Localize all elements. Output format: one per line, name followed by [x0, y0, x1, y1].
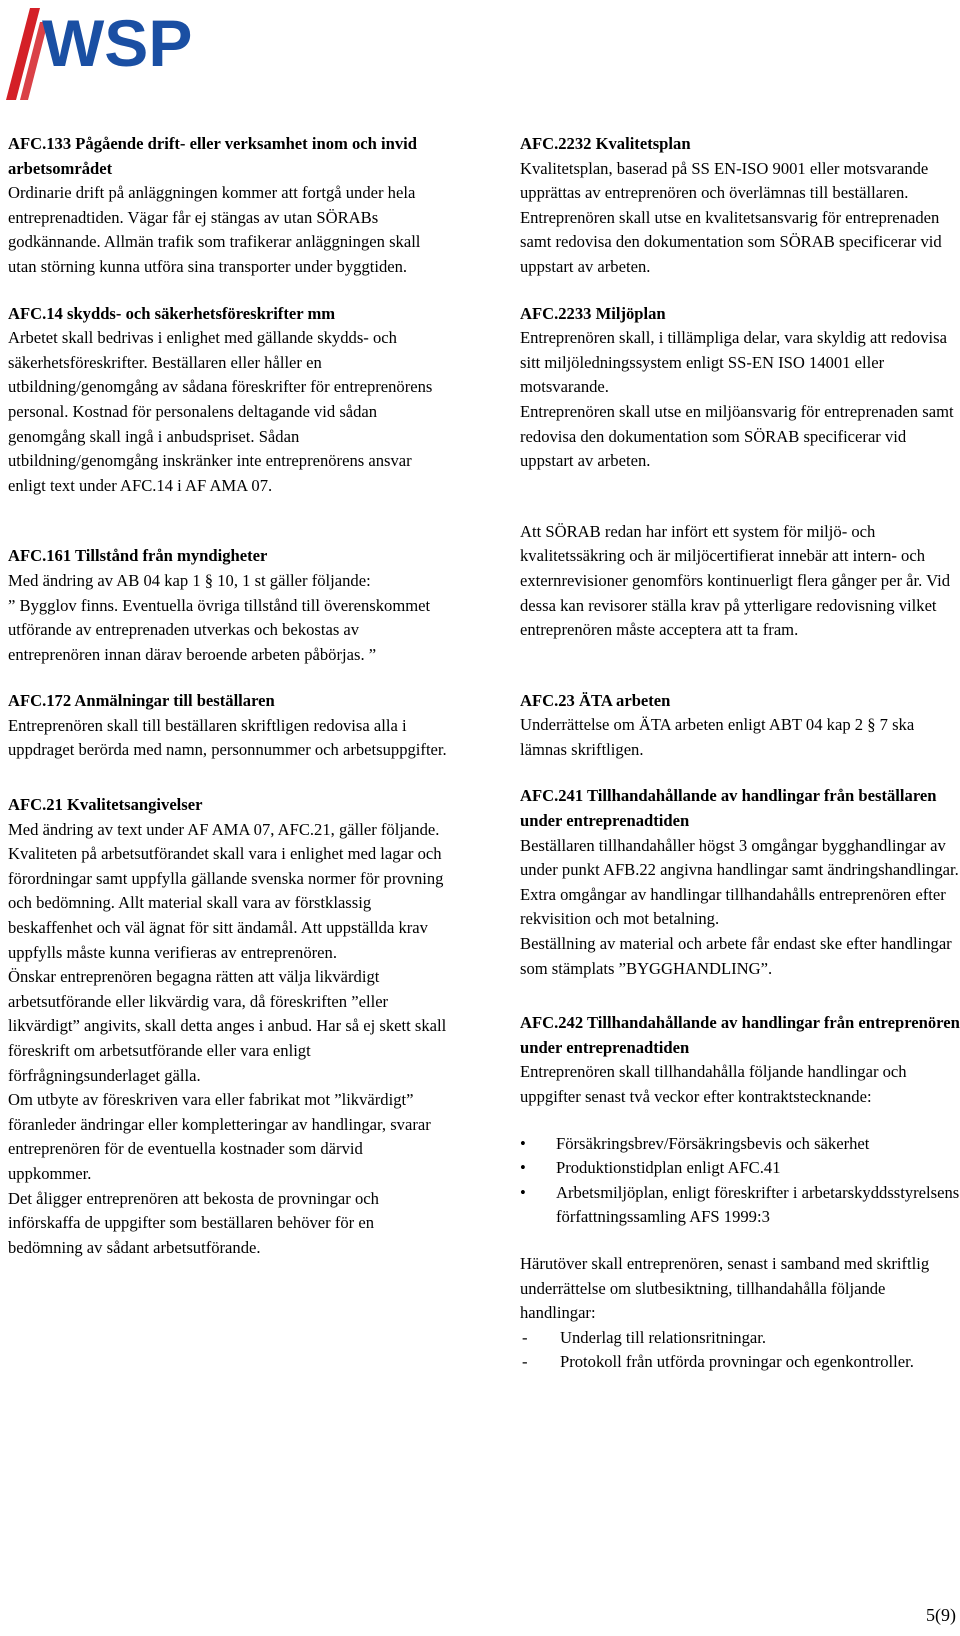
section-body: Önskar entreprenören begagna rätten att välja likvärdigt arbetsutförande eller likvärdig vara, då föreskriften ”eller likvärdigt” angivits, skall detta anges i anbud. Har så ej skett skall föreskrift om arbetsutförande eller vara enligt förfrågningsunderlaget gälla.: [8, 967, 447, 1085]
section-afc172: [8, 689, 448, 763]
right-column: [520, 132, 960, 1375]
section-body: ” Bygglov finns. Eventuella övriga tillstånd till överenskommet utförande av entreprenaden utverkas och bekostas av entreprenören innan därav beroende arbeten påbörjas. ”: [8, 595, 431, 664]
section-body: Entreprenören skall utse en kvalitetsansvarig för entreprenaden samt redovisa den dokumentation som SÖRAB specificerar vid uppstart av arbeten.: [520, 207, 942, 276]
section-afc242: [520, 1011, 960, 1375]
bullet-icon: •: [520, 1182, 526, 1202]
left-column: [8, 132, 448, 1260]
section-afc2233: [520, 302, 960, 474]
section-body: Om utbyte av föreskriven vara eller fabrikat mot ”likvärdigt” föranleder ändringar eller kompletteringar av handlingar, svarar entreprenören för de eventuella kostnader som därvid uppkommer.: [8, 1090, 431, 1183]
section-body: Kvalitetsplan, baserad på SS EN-ISO 9001 eller motsvarande upprättas av entreprenören och överlämnas till beställaren.: [520, 158, 929, 203]
section-body: Entreprenören skall till beställaren skriftligen redovisa alla i uppdraget berörda med namn, personnummer och arbetsuppgifter.: [8, 715, 447, 760]
dash-list: [520, 1326, 960, 1375]
section-body: Underrättelse om ÄTA arbeten enligt ABT 04 kap 2 § 7 ska lämnas skriftligen.: [520, 715, 915, 759]
section-title: AFC.241 Tillhandahållande av handlingar från beställaren under entreprenadtiden: [520, 786, 937, 831]
section-body: Entreprenören skall tillhandahålla följande handlingar och uppgifter senast två veckor efter kontraktstecknande:: [520, 1062, 907, 1106]
logo-text: WSP: [42, 6, 193, 80]
list-item: - Protokoll från utförda provningar och egenkontroller.: [520, 1350, 960, 1375]
page-number: 5(9): [926, 1605, 956, 1625]
section-title: AFC.242 Tillhandahållande av handlingar från entreprenören under entreprenadtiden: [520, 1013, 960, 1057]
bullet-icon: •: [520, 1158, 526, 1178]
section-title: AFC.2232 Kvalitetsplan: [520, 134, 691, 153]
section-body: Det åligger entreprenören att bekosta de provningar och införskaffa de uppgifter som beställaren behöver för en bedömning av sådant arbetsutförande.: [8, 1188, 379, 1257]
section-afc21: [8, 793, 448, 1260]
dash-icon: -: [522, 1352, 528, 1372]
section-afc161: [8, 544, 448, 667]
list-item: • Försäkringsbrev/Försäkringsbevis och säkerhet: [520, 1132, 960, 1157]
section-body: Entreprenören skall utse en miljöansvarig för entreprenaden samt redovisa den dokumentation som SÖRAB specificerar vid uppstart av arbeten.: [520, 401, 954, 471]
section-body: Att SÖRAB redan har infört ett system för miljö- och kvalitetssäkring och är miljöcertifierat innebär att intern- och externrevisioner genomförs kontinuerligt flera gånger per år. Vid dessa kan revisorer ställa krav på ytterligare redovisning vilket entreprenören måste acceptera att ta fram.: [520, 521, 950, 640]
section-body: Extra omgångar av handlingar tillhandahålls entreprenören efter rekvisition och mot betalning.: [520, 884, 946, 929]
section-body: Beställaren tillhandahåller högst 3 omgångar bygghandlingar av under punkt AFB.22 angivna handlingar samt ändringshandlingar.: [520, 835, 959, 880]
bullet-list: [520, 1132, 960, 1230]
section-title: AFC.172 Anmälningar till beställaren: [8, 691, 275, 711]
section-title: AFC.23 ÄTA arbeten: [520, 690, 671, 710]
section-title: AFC.133 Pågående drift- eller verksamhet inom och invid arbetsområdet: [8, 134, 417, 178]
wsp-logo: [4, 2, 234, 106]
section-afc241: [520, 784, 960, 981]
list-item: - Underlag till relationsritningar.: [520, 1326, 960, 1351]
section-body: Med ändring av AB 04 kap 1 § 10, 1 st gäller följande:: [8, 570, 371, 590]
section-sorab-system: [520, 520, 960, 643]
section-title: AFC.161 Tillstånd från myndigheter: [8, 546, 268, 566]
section-body: Härutöver skall entreprenören, senast i samband med skriftlig underrättelse om slutbesiktning, tillhandahålla följande handlingar:: [520, 1253, 930, 1323]
section-afc133: [8, 132, 448, 280]
dash-icon: -: [522, 1327, 528, 1347]
section-body: Ordinarie drift på anläggningen kommer att fortgå under hela entreprenadtiden. Vägar får ej stängas av utan SÖRABs godkännande. Allmän trafik som trafikerar anläggningen skall utan störning kunna utföra sina transporter under byggtiden.: [8, 183, 421, 276]
section-body: Beställning av material och arbete får endast ske efter handlingar som stämplats ”BYGGHANDLING”.: [520, 934, 952, 978]
section-body: Entreprenören skall, i tillämpliga delar, vara skyldig att redovisa sitt miljöledningssystem enligt SS-EN ISO 14001 eller motsvarande.: [520, 328, 947, 397]
bullet-icon: •: [520, 1133, 526, 1153]
section-body: Med ändring av text under AF AMA 07, AFC.21, gäller följande. Kvaliteten på arbetsutförandet skall vara i enlighet med lagar och förordningar samt uppfylla gällande svenska normer för provning och bedömning. Allt material skall vara av förstklassig beskaffenhet och väl ägnat för sitt ändamål. Att uppställda krav uppfylls måste kunna verifieras av entreprenören.: [8, 819, 444, 962]
section-title: AFC.2233 Miljöplan: [520, 303, 666, 323]
section-title: AFC.21 Kvalitetsangivelser: [8, 795, 203, 815]
section-body: Arbetet skall bedrivas i enlighet med gällande skydds- och säkerhetsföreskrifter. Beställaren eller håller en utbildning/genomgång av sådana föreskrifter för entreprenörens personal. Kostnad för personalens deltagande vid sådan genomgång skall ingå i anbudspriset. Sådan utbildning/genomgång inskränker inte entreprenörens ansvar enligt text under AFC.14 i AF AMA 07.: [8, 328, 433, 495]
list-item: • Arbetsmiljöplan, enligt föreskrifter i arbetarskyddsstyrelsens författningssamling AFS 1999:3: [520, 1182, 960, 1227]
section-afc2232: [520, 132, 960, 280]
section-title: AFC.14 skydds- och säkerhetsföreskrifter mm: [8, 303, 336, 323]
section-afc23: [520, 689, 960, 763]
section-afc14: [8, 302, 448, 499]
list-item: • Produktionstidplan enligt AFC.41: [520, 1156, 960, 1181]
